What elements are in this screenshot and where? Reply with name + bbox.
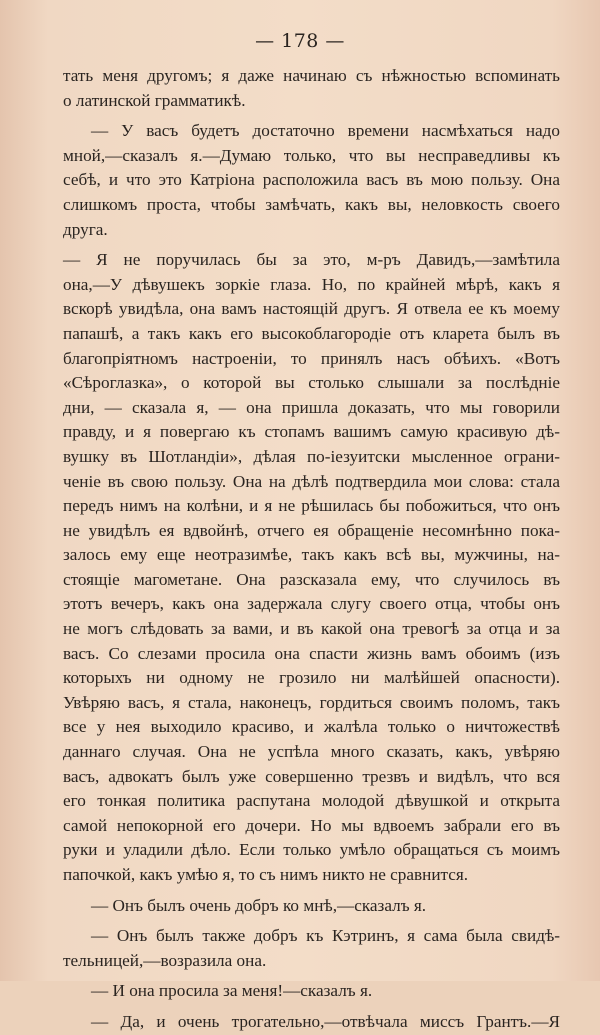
text-line: она,—У дѣвушекъ зоркіе глаза. Но, по крайней мѣрѣ, какъ я [63,274,560,294]
text-line: тельницей,—возразила она. [63,950,267,970]
text-line: мной,—сказалъ я.—Думаю только, что вы несправедливы къ [63,145,560,165]
text-line: стоящіе магометане. Она разсказала ему, что случилось въ [63,569,560,589]
page-number: — 178 — [255,30,345,52]
text-line: даннаго случая. Она не успѣла много сказать, какъ, увѣряю [63,742,560,762]
text-line: не увидѣлъ ея вдвойнѣ, отчего ея обращеніе несомнѣнно пока- [63,520,560,540]
paragraph [63,1010,560,1035]
text-line: правду, и я повергаю къ стопамъ вашимъ самую красивую дѣ- [63,422,560,442]
text-line: — Я не поручилась бы за это, м-ръ Давидъ,—замѣтила [63,250,560,270]
text-line: этотъ вечеръ, какъ она задержала слугу своего отца, чтобы онъ [63,594,560,614]
text-line: друга. [63,219,108,239]
text-line: о латинской грамматикѣ. [63,90,246,110]
text-line: тать меня другомъ; я даже начинаю съ нѣжностью вспоминать [63,66,560,85]
text-line: руки и уладили дѣло. Если только умѣло обращаться съ моимъ [63,840,560,860]
text-line: Увѣряю васъ, я стала, наконецъ, гордиться своимъ поломъ, такъ [63,692,560,712]
text-line: себѣ, и что это Катріона расположила васъ въ мою пользу. Она [63,170,560,190]
text-line: залось ему еще неотразимѣе, такъ какъ всѣ вы, мужчины, на- [63,545,560,565]
text-line: васъ. Со слезами просила она спасти жизнь вамъ обоимъ (изъ [63,643,560,663]
body-text [63,64,560,1035]
text-line: «Сѣроглазка», о которой вы столько слышали за послѣдніе [63,373,560,393]
text-line: благопріятномъ настроеніи, то принялъ насъ обѣихъ. «Вотъ [63,348,560,368]
text-line: — Онъ былъ очень добръ ко мнѣ,—сказалъ я. [91,895,427,915]
paragraph [63,248,560,887]
paragraph [63,979,560,1004]
text-line: не могъ слѣдовать за вами, и въ какой она тревогѣ за отца и за [63,619,560,639]
text-line: вскорѣ увидѣла, она вамъ настоящій другъ. Я отвела ее къ моему [63,299,560,319]
paragraph [63,119,560,242]
text-line: все у нея выходило красиво, и жалѣла только о ничтожествѣ [63,717,560,737]
text-line: вушку въ Шотландіи», дѣлая по-іезуитски мысленное ограни- [63,446,560,466]
text-line: — Онъ былъ также добръ къ Кэтринъ, я сама была свидѣ- [91,926,560,946]
text-line: папочкой, какъ умѣю я, то съ нимъ никто не сравнится. [63,865,469,884]
text-line: слишкомъ проста, чтобы замѣчать, какъ вы, неловкость своего [63,194,560,214]
text-line: — Да, и очень трогательно,—отвѣчала миссъ Грантъ.—Я [91,1011,560,1031]
text-line: передъ нимъ на колѣни, и я не рѣшилась бы побожиться, что онъ [63,496,560,516]
text-line: самой непокорной его дочери. Но мы вдвоемъ забрали его въ [63,815,560,835]
text-line: — У васъ будетъ достаточно времени насмѣхаться надо [91,121,560,141]
text-line: папашѣ, а такъ какъ его высокоблагородіе отъ кларета былъ въ [63,323,560,343]
paragraph [63,924,560,973]
paragraph [63,64,560,113]
text-line: дни, — сказала я, — она пришла доказать, что мы говорили [63,397,560,417]
text-line: его тонкая политика распутана молодой дѣвушкой и открыта [63,791,560,811]
text-line: — И она просила за меня!—сказалъ я. [91,981,373,1001]
paragraph [63,894,560,919]
text-line: васъ, адвокатъ былъ уже совершенно трезвъ и видѣлъ, что вся [63,766,560,786]
text-line: ченіе въ свою пользу. Она на дѣлѣ подтвердила мои слова: стала [63,471,560,491]
text-line: которыхъ ни одному не грозило ни малѣйшей опасности). [63,668,560,688]
